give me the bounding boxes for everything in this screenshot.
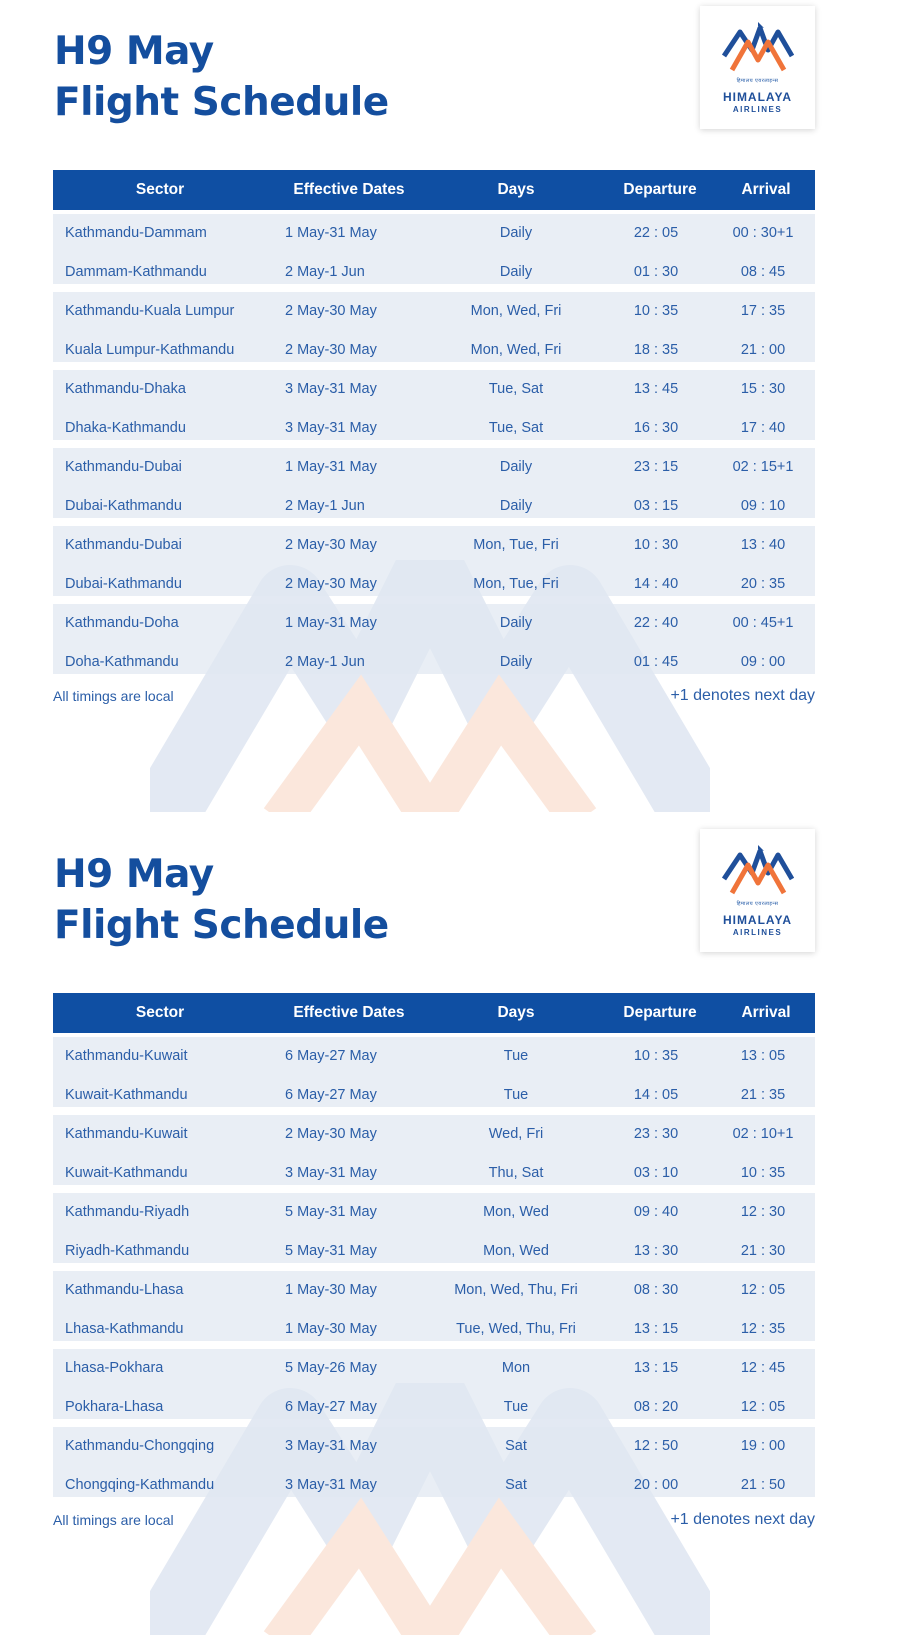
cell-sector: Riyadh-Kathmandu xyxy=(65,1243,190,1259)
cell-departure: 20 : 00 xyxy=(633,1477,679,1493)
cell-dates: 2 May-30 May xyxy=(285,537,377,553)
cell-arrival: 00 : 30+1 xyxy=(732,225,794,241)
route-group xyxy=(53,1037,815,1107)
cell-sector: Kuwait-Kathmandu xyxy=(65,1165,188,1181)
cell-sector: Kathmandu-Doha xyxy=(65,615,179,631)
cell-days: Mon xyxy=(501,1360,531,1376)
cell-days: Mon, Wed, Thu, Fri xyxy=(454,1282,578,1298)
title-line-2: Flight Schedule xyxy=(54,80,389,125)
cell-dates: 2 May-1 Jun xyxy=(285,654,365,670)
page-title xyxy=(54,849,389,951)
cell-arrival: 13 : 05 xyxy=(740,1048,786,1064)
cell-arrival: 09 : 10 xyxy=(740,498,786,514)
cell-arrival: 13 : 40 xyxy=(740,537,786,553)
cell-dates: 6 May-27 May xyxy=(285,1048,377,1064)
cell-sector: Kathmandu-Kuwait xyxy=(65,1048,188,1064)
table-row xyxy=(53,448,815,487)
table-row xyxy=(53,1271,815,1310)
cell-sector: Kathmandu-Kuwait xyxy=(65,1126,188,1142)
cell-dates: 3 May-31 May xyxy=(285,420,377,436)
cell-dates: 1 May-30 May xyxy=(285,1321,377,1337)
himalaya-logo-icon xyxy=(722,20,794,72)
cell-sector: Pokhara-Lhasa xyxy=(65,1399,164,1415)
cell-departure: 08 : 30 xyxy=(633,1282,679,1298)
schedule-table xyxy=(53,170,815,674)
route-group xyxy=(53,292,815,362)
cell-arrival: 08 : 45 xyxy=(740,264,786,280)
table-row xyxy=(53,1154,815,1193)
cell-departure: 03 : 10 xyxy=(633,1165,679,1181)
cell-dates: 2 May-1 Jun xyxy=(285,264,365,280)
footer-next-day-note: +1 denotes next day xyxy=(670,687,815,704)
cell-sector: Kuwait-Kathmandu xyxy=(65,1087,188,1103)
cell-days: Tue xyxy=(503,1048,529,1064)
airline-logo xyxy=(700,829,815,952)
cell-sector: Dammam-Kathmandu xyxy=(65,264,207,280)
cell-sector: Kathmandu-Chongqing xyxy=(65,1438,215,1454)
cell-sector: Dubai-Kathmandu xyxy=(65,498,182,514)
cell-departure: 14 : 05 xyxy=(633,1087,679,1103)
header-arrival: Arrival xyxy=(741,181,791,198)
table-header xyxy=(53,170,815,210)
cell-arrival: 21 : 50 xyxy=(740,1477,786,1493)
cell-days: Sat xyxy=(505,1477,527,1493)
cell-dates: 1 May-30 May xyxy=(285,1282,377,1298)
cell-arrival: 02 : 10+1 xyxy=(732,1126,794,1142)
cell-arrival: 02 : 15+1 xyxy=(732,459,794,475)
route-group xyxy=(53,448,815,518)
route-group xyxy=(53,1193,815,1263)
cell-days: Daily xyxy=(499,264,533,280)
footer-timing-note: All timings are local xyxy=(53,1512,174,1528)
cell-departure: 13 : 45 xyxy=(633,381,679,397)
cell-arrival: 12 : 30 xyxy=(740,1204,786,1220)
cell-dates: 6 May-27 May xyxy=(285,1399,377,1415)
schedule-panel xyxy=(0,0,921,812)
cell-dates: 2 May-30 May xyxy=(285,1126,377,1142)
table-row xyxy=(53,1349,815,1388)
logo-name: HIMALAYA xyxy=(722,90,793,104)
cell-arrival: 17 : 35 xyxy=(740,303,786,319)
cell-days: Tue xyxy=(503,1087,529,1103)
cell-departure: 01 : 45 xyxy=(633,654,679,670)
cell-days: Tue, Sat xyxy=(488,420,544,436)
cell-sector: Dubai-Kathmandu xyxy=(65,576,182,592)
cell-dates: 3 May-31 May xyxy=(285,1165,377,1181)
cell-days: Tue, Wed, Thu, Fri xyxy=(456,1321,576,1337)
cell-dates: 1 May-31 May xyxy=(285,615,377,631)
cell-sector: Kuala Lumpur-Kathmandu xyxy=(65,342,235,358)
cell-arrival: 12 : 05 xyxy=(740,1282,786,1298)
table-row xyxy=(53,1310,815,1349)
table-row xyxy=(53,1193,815,1232)
header-sector: Sector xyxy=(135,181,185,198)
cell-arrival: 10 : 35 xyxy=(740,1165,786,1181)
cell-dates: 5 May-26 May xyxy=(285,1360,377,1376)
table-row xyxy=(53,487,815,526)
cell-days: Wed, Fri xyxy=(488,1126,544,1142)
table-row xyxy=(53,1076,815,1115)
table-row xyxy=(53,526,815,565)
cell-arrival: 21 : 30 xyxy=(740,1243,786,1259)
cell-departure: 16 : 30 xyxy=(633,420,679,436)
cell-departure: 10 : 30 xyxy=(633,537,679,553)
cell-dates: 5 May-31 May xyxy=(285,1243,377,1259)
table-row xyxy=(53,253,815,292)
cell-departure: 01 : 30 xyxy=(633,264,679,280)
header-days: Days xyxy=(497,181,535,198)
route-group xyxy=(53,214,815,284)
cell-arrival: 19 : 00 xyxy=(740,1438,786,1454)
cell-days: Daily xyxy=(499,498,533,514)
cell-departure: 12 : 50 xyxy=(633,1438,679,1454)
title-line-1: H9 May xyxy=(54,852,214,897)
route-group xyxy=(53,604,815,674)
route-group xyxy=(53,1427,815,1497)
cell-departure: 13 : 15 xyxy=(633,1360,679,1376)
cell-departure: 22 : 40 xyxy=(633,615,679,631)
himalaya-logo-icon xyxy=(722,843,794,895)
cell-arrival: 21 : 00 xyxy=(740,342,786,358)
cell-sector: Dhaka-Kathmandu xyxy=(65,420,186,436)
cell-days: Daily xyxy=(499,615,533,631)
route-group xyxy=(53,526,815,596)
cell-sector: Kathmandu-Riyadh xyxy=(65,1204,190,1220)
table-row xyxy=(53,409,815,448)
table-row xyxy=(53,643,815,682)
cell-departure: 14 : 40 xyxy=(633,576,679,592)
table-row xyxy=(53,370,815,409)
cell-departure: 10 : 35 xyxy=(633,303,679,319)
table-row xyxy=(53,1427,815,1466)
cell-arrival: 09 : 00 xyxy=(740,654,786,670)
route-group xyxy=(53,370,815,440)
cell-days: Mon, Wed, Fri xyxy=(470,342,562,358)
header-dates: Effective Dates xyxy=(293,1004,405,1021)
cell-departure: 23 : 30 xyxy=(633,1126,679,1142)
logo-subtitle: AIRLINES xyxy=(732,105,783,114)
table-row xyxy=(53,1232,815,1271)
cell-days: Mon, Wed, Fri xyxy=(470,303,562,319)
footer-timing-note: All timings are local xyxy=(53,688,174,704)
cell-departure: 10 : 35 xyxy=(633,1048,679,1064)
cell-arrival: 12 : 45 xyxy=(740,1360,786,1376)
table-row xyxy=(53,565,815,604)
table-row xyxy=(53,1115,815,1154)
cell-arrival: 00 : 45+1 xyxy=(732,615,794,631)
cell-sector: Kathmandu-Kuala Lumpur xyxy=(65,303,235,319)
table-row xyxy=(53,604,815,643)
logo-native-text: हिमालय एयरलाइन्स xyxy=(736,901,779,907)
footer-next-day-note: +1 denotes next day xyxy=(670,1511,815,1528)
cell-sector: Chongqing-Kathmandu xyxy=(65,1477,215,1493)
cell-dates: 2 May-30 May xyxy=(285,342,377,358)
cell-days: Daily xyxy=(499,654,533,670)
cell-arrival: 12 : 35 xyxy=(740,1321,786,1337)
cell-arrival: 21 : 35 xyxy=(740,1087,786,1103)
header-sector: Sector xyxy=(135,1004,185,1021)
cell-departure: 09 : 40 xyxy=(633,1204,679,1220)
cell-days: Sat xyxy=(505,1438,527,1454)
cell-dates: 3 May-31 May xyxy=(285,1477,377,1493)
title-line-2: Flight Schedule xyxy=(54,903,389,948)
cell-dates: 2 May-30 May xyxy=(285,576,377,592)
cell-dates: 2 May-30 May xyxy=(285,303,377,319)
table-row xyxy=(53,1466,815,1505)
cell-days: Mon, Tue, Fri xyxy=(473,537,559,553)
title-line-1: H9 May xyxy=(54,29,214,74)
cell-departure: 23 : 15 xyxy=(633,459,679,475)
cell-days: Tue, Sat xyxy=(488,381,544,397)
table-row xyxy=(53,292,815,331)
cell-dates: 1 May-31 May xyxy=(285,459,377,475)
table-row xyxy=(53,214,815,253)
page-title xyxy=(54,26,389,128)
cell-sector: Lhasa-Kathmandu xyxy=(65,1321,184,1337)
cell-sector: Kathmandu-Dhaka xyxy=(65,381,186,397)
schedule-table xyxy=(53,993,815,1497)
cell-departure: 13 : 30 xyxy=(633,1243,679,1259)
cell-sector: Kathmandu-Lhasa xyxy=(65,1282,184,1298)
header-departure: Departure xyxy=(623,181,697,198)
cell-sector: Kathmandu-Dammam xyxy=(65,225,207,241)
cell-arrival: 20 : 35 xyxy=(740,576,786,592)
header-dates: Effective Dates xyxy=(293,181,405,198)
header-days: Days xyxy=(497,1004,535,1021)
table-row xyxy=(53,1037,815,1076)
table-header xyxy=(53,993,815,1033)
logo-name: HIMALAYA xyxy=(722,913,793,927)
cell-sector: Doha-Kathmandu xyxy=(65,654,179,670)
cell-departure: 03 : 15 xyxy=(633,498,679,514)
route-group xyxy=(53,1115,815,1185)
cell-arrival: 15 : 30 xyxy=(740,381,786,397)
cell-dates: 6 May-27 May xyxy=(285,1087,377,1103)
cell-days: Mon, Wed xyxy=(483,1204,549,1220)
cell-arrival: 12 : 05 xyxy=(740,1399,786,1415)
schedule-panel xyxy=(0,823,921,1635)
cell-dates: 1 May-31 May xyxy=(285,225,377,241)
cell-days: Mon, Wed xyxy=(483,1243,549,1259)
cell-days: Daily xyxy=(499,459,533,475)
cell-days: Thu, Sat xyxy=(488,1165,544,1181)
cell-dates: 5 May-31 May xyxy=(285,1204,377,1220)
cell-sector: Lhasa-Pokhara xyxy=(65,1360,164,1376)
route-group xyxy=(53,1271,815,1341)
cell-days: Daily xyxy=(499,225,533,241)
cell-sector: Kathmandu-Dubai xyxy=(65,459,182,475)
cell-dates: 3 May-31 May xyxy=(285,381,377,397)
logo-subtitle: AIRLINES xyxy=(732,928,783,937)
header-departure: Departure xyxy=(623,1004,697,1021)
table-row xyxy=(53,331,815,370)
cell-arrival: 17 : 40 xyxy=(740,420,786,436)
cell-sector: Kathmandu-Dubai xyxy=(65,537,182,553)
cell-departure: 13 : 15 xyxy=(633,1321,679,1337)
header-arrival: Arrival xyxy=(741,1004,791,1021)
cell-dates: 3 May-31 May xyxy=(285,1438,377,1454)
cell-departure: 22 : 05 xyxy=(633,225,679,241)
airline-logo xyxy=(700,6,815,129)
route-group xyxy=(53,1349,815,1419)
cell-departure: 08 : 20 xyxy=(633,1399,679,1415)
logo-native-text: हिमालय एयरलाइन्स xyxy=(736,78,779,84)
cell-days: Mon, Tue, Fri xyxy=(473,576,559,592)
cell-departure: 18 : 35 xyxy=(633,342,679,358)
cell-dates: 2 May-1 Jun xyxy=(285,498,365,514)
table-row xyxy=(53,1388,815,1427)
cell-days: Tue xyxy=(503,1399,529,1415)
